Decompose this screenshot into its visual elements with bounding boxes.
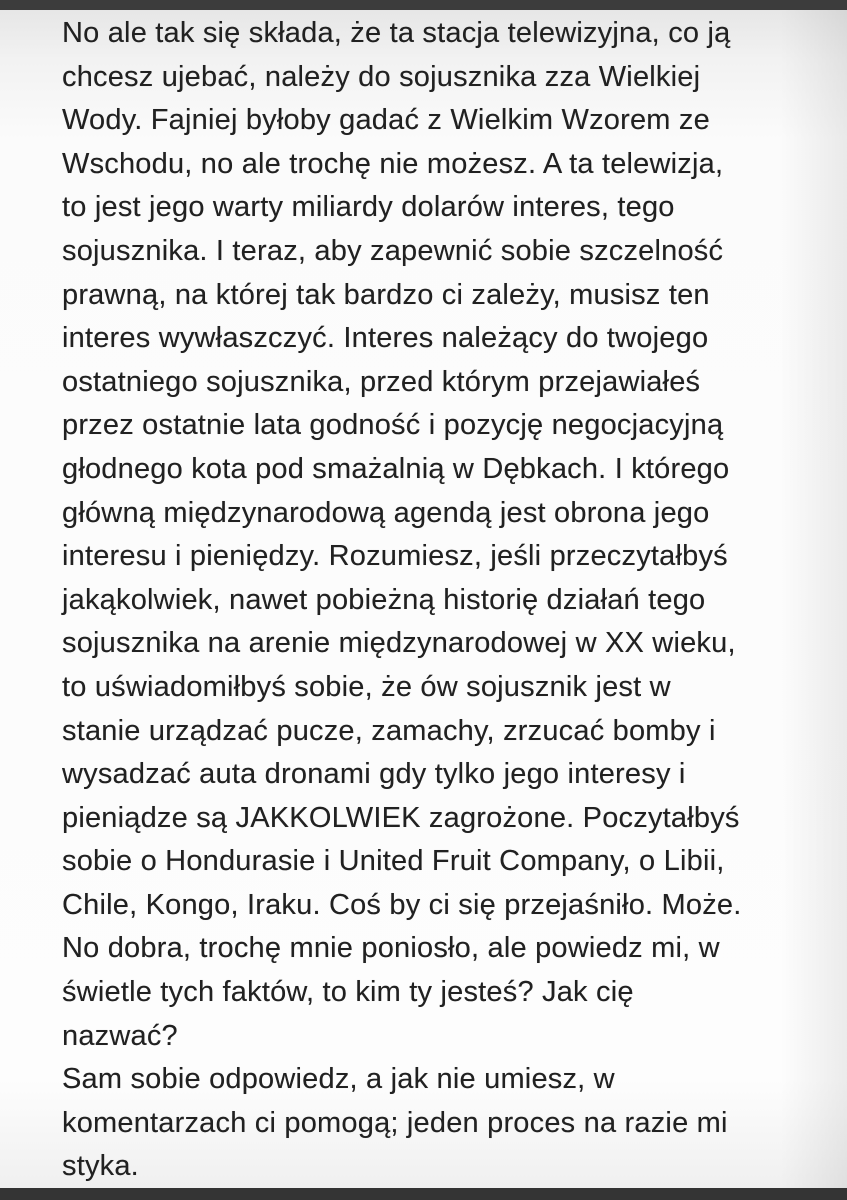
text-line: komentarzach ci pomogą; jeden proces na razie mi	[62, 1106, 728, 1139]
text-line: Wschodu, no ale trochę nie możesz. A ta telewizja,	[62, 147, 724, 180]
text-line: to uświadomiłbyś sobie, że ów sojusznik jest w	[62, 670, 671, 703]
text-line: No dobra, trochę mnie poniosło, ale powiedz mi, w	[62, 932, 720, 965]
post-body	[0, 10, 847, 1188]
text-line: główną międzynarodową agendą jest obrona jego	[62, 496, 710, 529]
text-line: sobie o Hondurasie i United Fruit Company, o Libii,	[62, 845, 725, 878]
text-line: sojusznika. I teraz, aby zapewnić sobie szczelność	[62, 234, 724, 267]
text-line: głodnego kota pod smażalnią w Dębkach. I którego	[62, 452, 730, 485]
text-line: sojusznika na arenie międzynarodowej w XX wieku,	[62, 627, 736, 660]
text-line: interes wywłaszczyć. Interes należący do twojego	[62, 322, 709, 355]
text-line: styka.	[62, 1150, 139, 1183]
text-line: prawną, na której tak bardzo ci zależy, musisz ten	[62, 278, 710, 311]
text-line: świetle tych faktów, to kim ty jesteś? Jak cię	[62, 976, 634, 1009]
text-line: Wody. Fajniej byłoby gadać z Wielkim Wzorem ze	[62, 104, 710, 137]
text-line: nazwać?	[62, 1019, 178, 1052]
text-line: wysadzać auta dronami gdy tylko jego interesy i	[62, 758, 686, 791]
text-line: przez ostatnie lata godność i pozycję negocjacyjną	[62, 409, 724, 442]
text-line: interesu i pieniędzy. Rozumiesz, jeśli przeczytałbyś	[62, 540, 728, 573]
text-line: Chile, Kongo, Iraku. Coś by ci się przejaśniło. Może.	[62, 888, 742, 921]
post-text	[0, 10, 847, 1188]
text-line: stanie urządzać pucze, zamachy, zrzucać bomby i	[62, 714, 716, 747]
text-line: No ale tak się składa, że ta stacja telewizyjna, co ją	[62, 17, 731, 49]
text-line: to jest jego warty miliardy dolarów interes, tego	[62, 191, 675, 224]
text-line: chcesz ujebać, należy do sojusznika zza Wielkiej	[62, 60, 701, 93]
text-line: ostatniego sojusznika, przed którym przejawiałeś	[62, 365, 701, 398]
text-line: jakąkolwiek, nawet pobieżną historię działań tego	[62, 583, 706, 616]
top-crop-bar	[0, 0, 847, 10]
text-line: Sam sobie odpowiedz, a jak nie umiesz, w	[62, 1063, 615, 1096]
bottom-crop-bar	[0, 1188, 847, 1200]
text-line: pieniądze są JAKKOLWIEK zagrożone. Poczytałbyś	[62, 801, 740, 834]
